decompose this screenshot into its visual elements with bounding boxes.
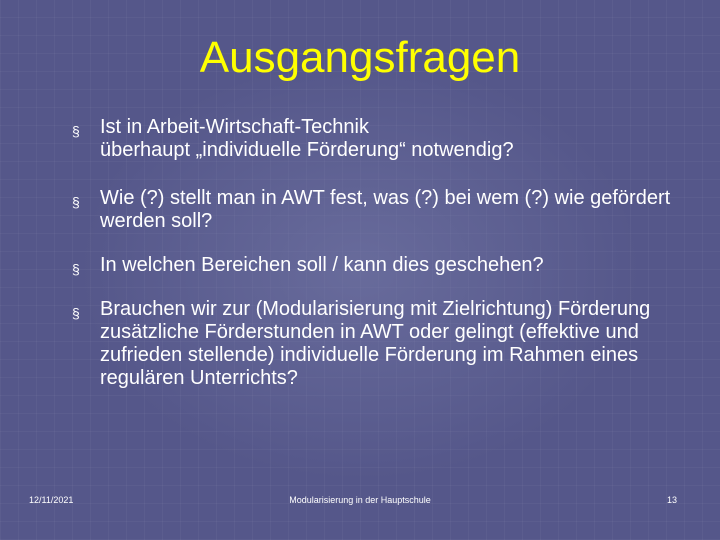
bullet-marker-icon: § [72, 194, 80, 210]
bullet-text-line1: Ist in Arbeit-Wirtschaft-Technik [100, 116, 369, 138]
bullet-marker-icon: § [72, 305, 80, 321]
bullet-text-line2: überhaupt „individuelle Förderung“ notwendig? [100, 139, 514, 161]
bullet-marker-icon: § [72, 123, 80, 139]
bullet-text: Brauchen wir zur (Modularisierung mit Zielrichtung) Förderung zusätzliche Förderstunden in AWT oder gelingt (effektive und zufrieden stellende) individuelle Förderung im Rahmen eines regulären Unterrichts? [100, 298, 651, 389]
footer-date: 12/11/2021 [29, 495, 74, 505]
bullet-list [72, 116, 672, 390]
bullet-item [72, 187, 672, 233]
slide-title: Ausgangsfragen [199, 33, 521, 82]
bullet-item [72, 116, 672, 162]
footer-title: Modularisierung in der Hauptschule [289, 495, 431, 505]
bullet-item [72, 254, 672, 277]
bullet-item [72, 298, 672, 390]
bullet-marker-icon: § [72, 261, 80, 277]
bullet-text: In welchen Bereichen soll / kann dies geschehen? [100, 254, 544, 276]
footer-page-number: 13 [666, 495, 677, 505]
bullet-text: Wie (?) stellt man in AWT fest, was (?) bei wem (?) wie gefördert werden soll? [100, 187, 671, 232]
